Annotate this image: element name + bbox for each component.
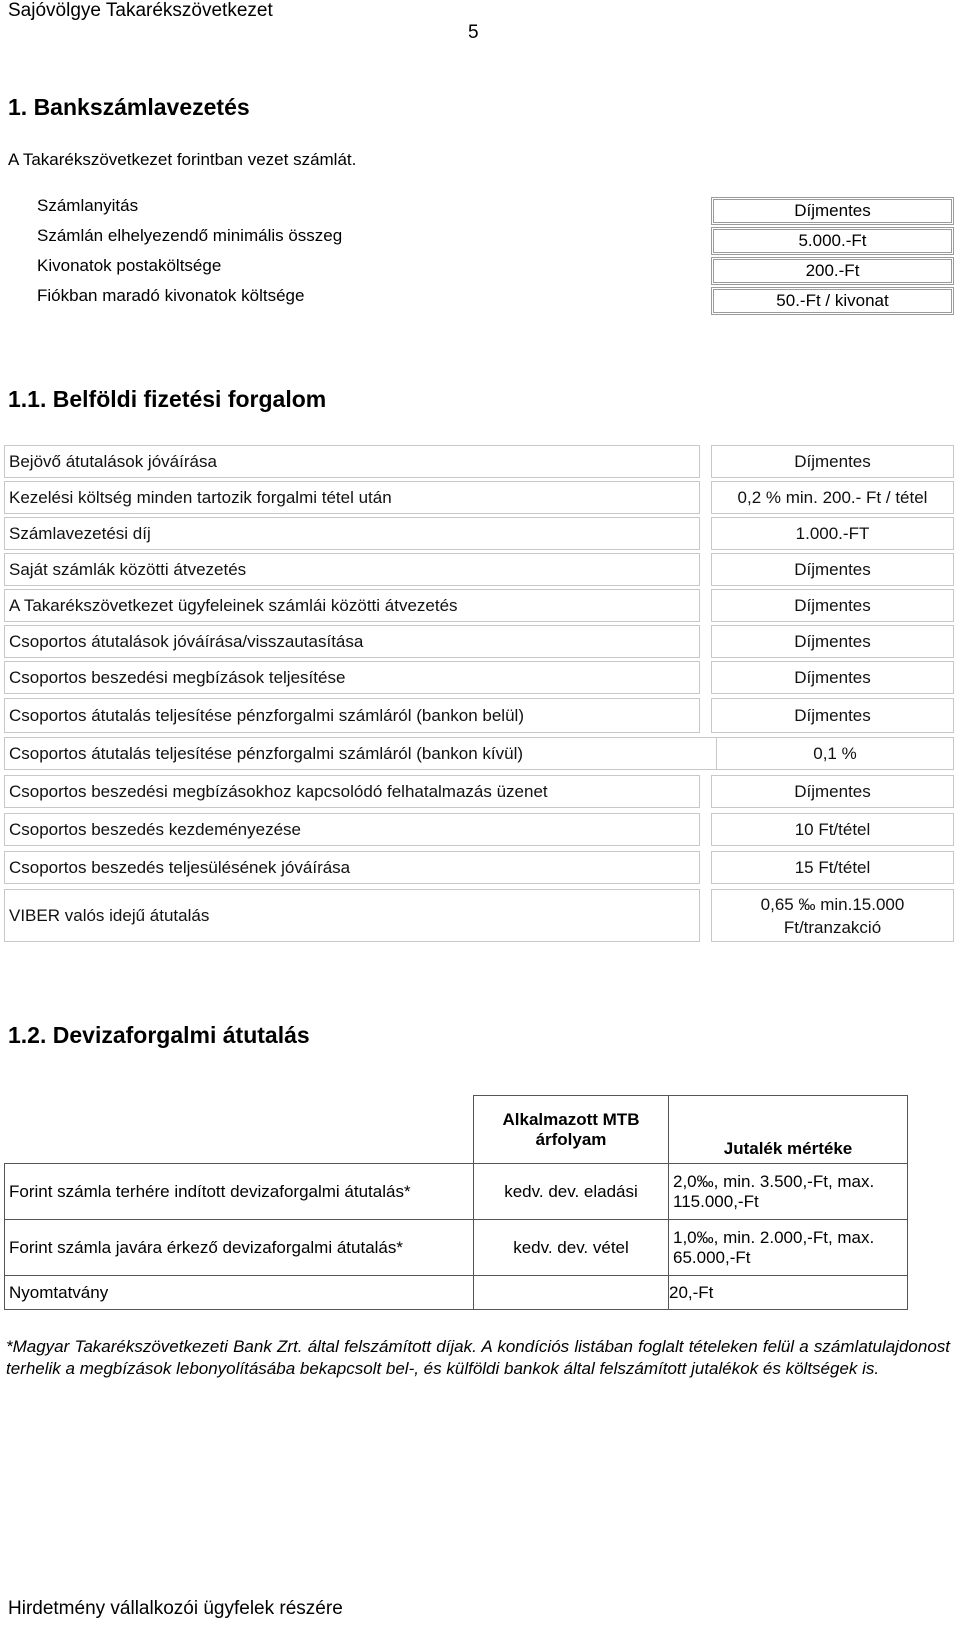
- transfer-fee: 20,-Ft: [669, 1276, 908, 1310]
- fee-value: 15 Ft/tétel: [711, 851, 954, 884]
- fee-value: 10 Ft/tétel: [711, 813, 954, 846]
- fee-value-line: Ft/tranzakció: [783, 918, 882, 937]
- footnote: *Magyar Takarékszövetkezeti Bank Zrt. által felszámított díjak. A kondíciós listában foglalt tételeken felül a számlatulajdonost terhelik a megbízások lebonyolításába bekapcsolt bel-, és külföldi bankok által felszámított jutalékok és költségek is.: [6, 1337, 950, 1378]
- domestic-payments-table: [0, 445, 960, 945]
- section-intro: A Takarékszövetkezet forintban vezet számlát.: [8, 150, 357, 169]
- account-fees-labels: [7, 191, 707, 311]
- fee-value: Díjmentes: [711, 661, 954, 694]
- bank-name: Sajóvölgye Takarékszövetkezet: [8, 0, 273, 21]
- transfer-rate: [474, 1276, 669, 1310]
- table-row: [0, 481, 960, 517]
- fee-value: Díjmentes: [711, 698, 954, 733]
- table-row: [5, 1220, 908, 1276]
- fee-label: Fiókban maradó kivonatok költsége: [37, 286, 305, 305]
- fee-value: Díjmentes: [711, 553, 954, 586]
- table-header-empty: [5, 1096, 474, 1164]
- fee-value: 0,2 % min. 200.- Ft / tétel: [711, 481, 954, 514]
- fee-value: [711, 889, 954, 942]
- transfer-label: Forint számla javára érkező devizaforgalmi átutalás*: [5, 1220, 474, 1276]
- table-row: [5, 1164, 908, 1220]
- fee-value: Díjmentes: [711, 589, 954, 622]
- page-number: 5: [468, 22, 479, 43]
- page-footer: Hirdetmény vállalkozói ügyfelek részére: [8, 1598, 343, 1619]
- transfer-rate: kedv. dev. vétel: [474, 1220, 669, 1276]
- col-header-fee: Jutalék mértéke: [669, 1096, 908, 1164]
- fee-label: Kezelési költség minden tartozik forgalmi tétel után: [4, 481, 700, 514]
- section-title-deviza: 1.2. Devizaforgalmi átutalás: [8, 1022, 310, 1048]
- foreign-transfer-table: [4, 1095, 908, 1310]
- transfer-label: Nyomtatvány: [5, 1276, 474, 1310]
- transfer-label: Forint számla terhére indított devizaforgalmi átutalás*: [5, 1164, 474, 1220]
- section-title-belfoldi: 1.1. Belföldi fizetési forgalom: [8, 386, 327, 412]
- fee-label: A Takarékszövetkezet ügyfeleinek számlái közötti átvezetés: [4, 589, 700, 622]
- table-row: [0, 517, 960, 553]
- table-row: [0, 698, 960, 737]
- fee-value: 50.-Ft / kivonat: [711, 287, 954, 315]
- fee-label: Bejövő átutalások jóváírása: [4, 445, 700, 478]
- table-row: [0, 661, 960, 698]
- transfer-fee: 1,0‰, min. 2.000,-Ft, max. 65.000,-Ft: [669, 1220, 908, 1276]
- fee-value: 5.000.-Ft: [711, 227, 954, 255]
- table-row: [0, 889, 960, 945]
- account-fees-values: [711, 197, 954, 317]
- fee-value: 1.000.-FT: [711, 517, 954, 550]
- fee-value: Díjmentes: [711, 197, 954, 225]
- fee-value: Díjmentes: [711, 775, 954, 808]
- fee-label: Számlavezetési díj: [4, 517, 700, 550]
- transfer-rate: kedv. dev. eladási: [474, 1164, 669, 1220]
- table-row: [0, 851, 960, 889]
- table-row: [0, 625, 960, 661]
- fee-label: Csoportos beszedés teljesülésének jóváírása: [4, 851, 700, 884]
- fee-value: 200.-Ft: [711, 257, 954, 285]
- table-row: [0, 737, 960, 775]
- fee-label: Saját számlák közötti átvezetés: [4, 553, 700, 586]
- section-title-bankszamla: 1. Bankszámlavezetés: [8, 94, 250, 120]
- fee-label: Csoportos beszedési megbízásokhoz kapcsolódó felhatalmazás üzenet: [4, 775, 700, 808]
- fee-label: Számlanyitás: [37, 196, 139, 215]
- table-header-row: [5, 1096, 908, 1164]
- fee-value: 0,1 %: [717, 737, 954, 770]
- table-row: [0, 589, 960, 625]
- fee-label: Csoportos átutalások jóváírása/visszautasítása: [4, 625, 700, 658]
- table-row: [0, 775, 960, 813]
- fee-label: Csoportos átutalás teljesítése pénzforgalmi számláról (bankon belül): [4, 698, 700, 733]
- fee-label: Csoportos átutalás teljesítése pénzforgalmi számláról (bankon kívül): [4, 737, 717, 770]
- fee-label: Csoportos beszedési megbízások teljesítése: [4, 661, 700, 694]
- table-row: [0, 445, 960, 481]
- fee-label: VIBER valós idejű átutalás: [4, 889, 700, 942]
- fee-label: Számlán elhelyezendő minimális összeg: [37, 226, 343, 245]
- fee-value: Díjmentes: [711, 625, 954, 658]
- fee-label: Csoportos beszedés kezdeményezése: [4, 813, 700, 846]
- table-row: [0, 553, 960, 589]
- table-row: [5, 1276, 908, 1310]
- col-header-rate: Alkalmazott MTB árfolyam: [474, 1096, 669, 1164]
- fee-value-line: 0,65 ‰ min.15.000: [760, 895, 905, 914]
- table-row: [0, 813, 960, 851]
- fee-value: Díjmentes: [711, 445, 954, 478]
- fee-label: Kivonatok postaköltsége: [37, 256, 222, 275]
- transfer-fee: 2,0‰, min. 3.500,-Ft, max. 115.000,-Ft: [669, 1164, 908, 1220]
